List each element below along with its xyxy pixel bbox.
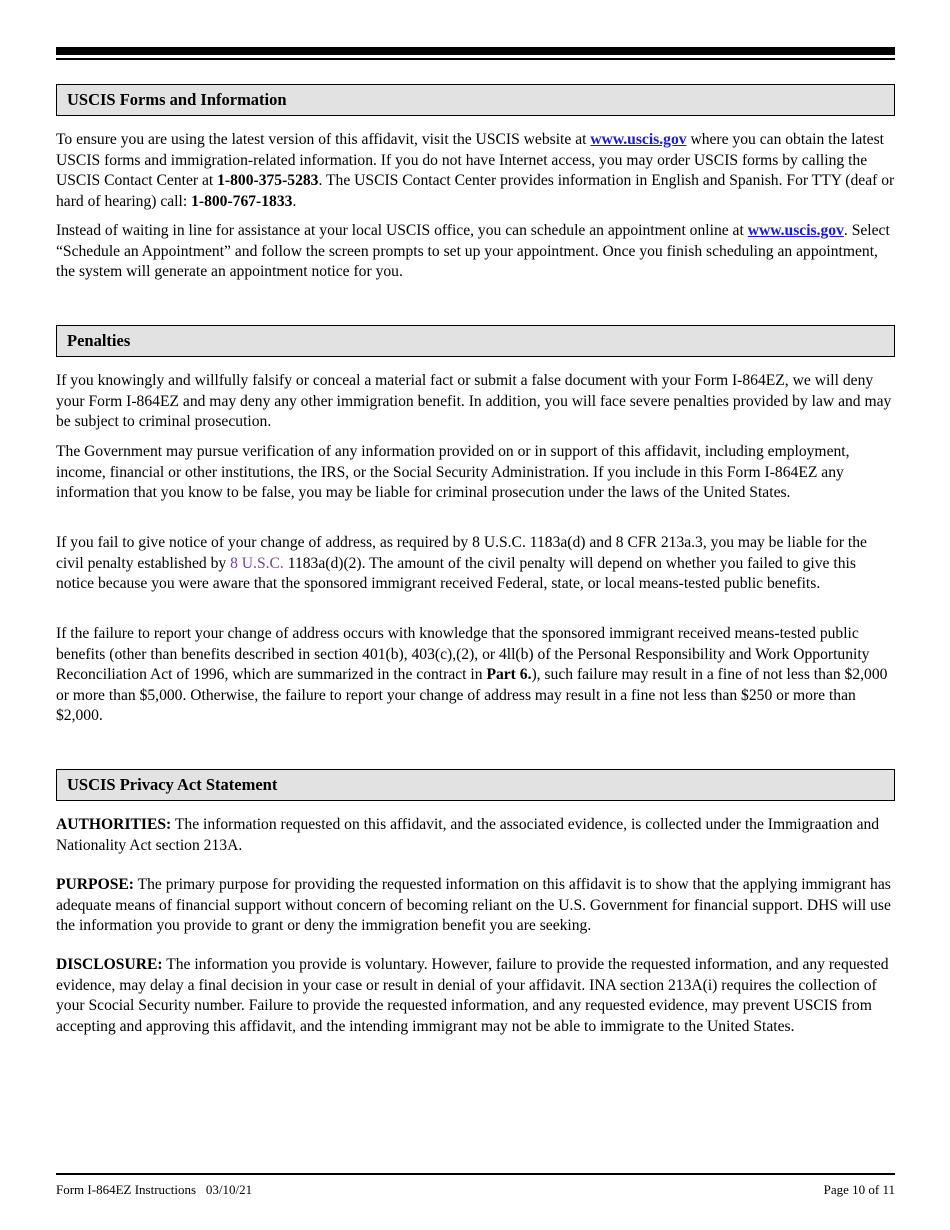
uscis-website-link[interactable]: www.uscis.gov	[590, 131, 687, 148]
section-header-forms-info	[56, 84, 895, 116]
privacy-purpose: PURPOSE: The primary purpose for providing the requested information on this affidavit is to show that the applying immigrant has adequate means of financial support without concern of becoming reliant on the U.S. Government for financial support. DHS will use the information you provide to grant or deny the immigration benefit you are seeking.	[56, 876, 891, 934]
forms-info-paragraph-1: To ensure you are using the latest version of this affidavit, visit the USCIS website at www.uscis.gov where you can obtain the latest USCIS forms and immigration-related information. If you do not have Internet access, you may order USCIS forms by calling the USCIS Contact Center at 1-800-375-5283. The USCIS Contact Center provides information in English and Spanish. For TTY (deaf or hard of hearing) call: 1-800-767-1833.	[56, 131, 895, 210]
penalties-paragraph-3: If you fail to give notice of your change of address, as required by 8 U.S.C. 1183a(d) and 8 CFR 213a.3, you may be liable for the civil penalty established by 8 U.S.C. 1183a(d)(2). The amount of the civil penalty will depend on whether you failed to give this notice because you were aware that the sponsored immigrant received Federal, state, or local means-tested public benefits.	[56, 534, 867, 592]
penalties-paragraph-2: The Government may pursue verification of any information provided on or in support of this affidavit, including employment, income, financial or other institutions, the IRS, or the Social Security Administration. If you include in this Form I-864EZ any information that you know to be false, you may be liable for criminal prosecution under the laws of the United States.	[56, 443, 850, 501]
section-title: Penalties	[67, 331, 131, 350]
section-header-penalties	[56, 325, 895, 357]
top-rule-thick	[56, 47, 895, 55]
contact-center-phone: 1-800-375-5283	[217, 172, 319, 189]
authorities-label: AUTHORITIES:	[56, 816, 172, 833]
section-title: USCIS Forms and Information	[67, 90, 287, 109]
tty-phone: 1-800-767-1833	[191, 192, 293, 210]
penalties-paragraph-4: If the failure to report your change of address occurs with knowledge that the sponsored immigrant received means-tested public benefits (other than benefits described in section 401(b), 403(c),(2), or 4ll(b) of the Personal Responsibility and Work Opportunity Reconciliation Act of 1996, which are summarized in the contract in Part 6.), such failure may result in a fine of not less than $2,000 or more than $5,000. Otherwise, the failure to report your change of address may result in a fine not less than $250 or more than $2,000.	[56, 625, 888, 724]
section-title: USCIS Privacy Act Statement	[67, 775, 278, 794]
uscis-website-link[interactable]: www.uscis.gov	[747, 222, 844, 239]
forms-info-paragraph-2: Instead of waiting in line for assistance at your local USCIS office, you can schedule an appointment online at www.uscis.gov. Select “Schedule an Appointment” and follow the screen prompts to set up your appointment. Once you finish scheduling an appointment, the system will generate an appointment notice for you.	[56, 222, 890, 280]
section-header-privacy	[56, 769, 895, 801]
part-reference: Part 6.	[486, 666, 532, 683]
top-rule-thin	[56, 58, 895, 60]
footer-form-name: Form I-864EZ Instructions 03/10/21	[56, 1182, 253, 1197]
footer-page-number: Page 10 of 11	[823, 1182, 895, 1197]
disclosure-label: DISCLOSURE:	[56, 956, 163, 973]
privacy-authorities: AUTHORITIES: The information requested on this affidavit, and the associated evidence, is collected under the Immigraation and Nationality Act section 213A.	[56, 816, 880, 854]
privacy-disclosure: DISCLOSURE: The information you provide is voluntary. However, failure to provide the requested information, and any requested evidence, may delay a final decision in your case or result in denial of your affidavit. INA section 213A(i) requires the collection of your Scocial Security number. Failure to provide the requested information, and any requested evidence, may prevent USCIS from accepting and approving this affidavit, and the intending immigrant may not be able to immigrate to the United States.	[56, 956, 889, 1035]
purpose-label: PURPOSE:	[56, 876, 134, 893]
usc-reference: 8 U.S.C.	[230, 554, 284, 572]
footer-rule	[56, 1173, 895, 1175]
penalties-paragraph-1: If you knowingly and willfully falsify or conceal a material fact or submit a false document with your Form I-864EZ, we will deny your Form I-864EZ and may deny any other immigration benefit. In addition, you will face severe penalties provided by law and may be subject to criminal prosecution.	[56, 372, 892, 430]
